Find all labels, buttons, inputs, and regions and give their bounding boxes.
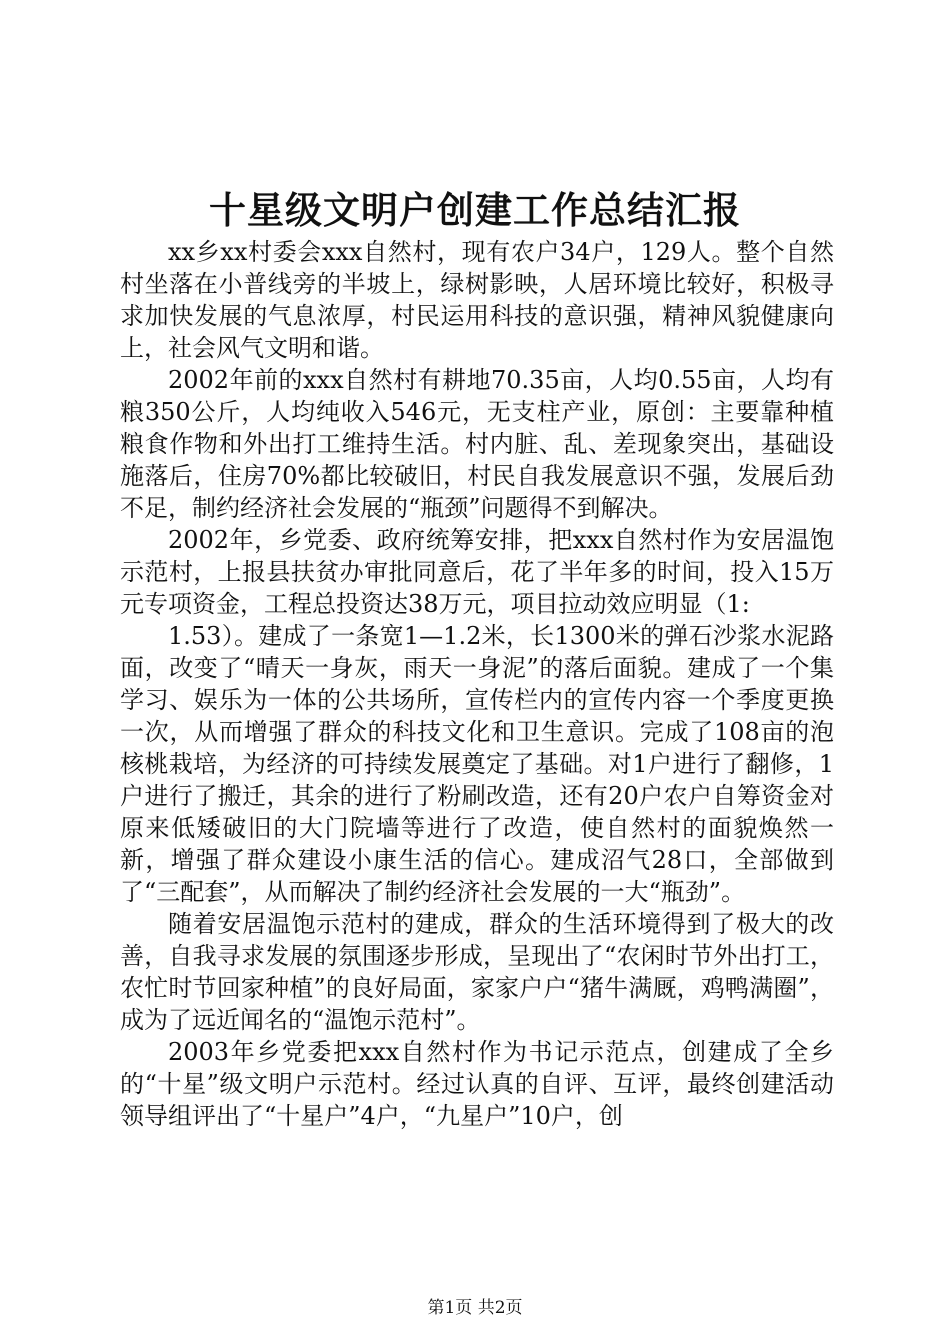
- page-number-footer: 第1页 共2页: [427, 1298, 523, 1318]
- paragraph-2003: 2003年乡党委把xxx自然村作为书记示范点，创建成了全乡的“十星”级文明户示范村。经过认真的自评、互评，最终创建活动领导组评出了“十星户”4户，“九星户”10户，创: [120, 1038, 834, 1130]
- paragraph-intro: xx乡xx村委会xxx自然村，现有农户34户，129人。整个自然村坐落在小普线旁的半坡上，绿树影映，人居环境比较好，积极寻求加快发展的气息浓厚，村民运用科技的意识强，精神风貌健康向上，社会风气文明和谐。: [120, 238, 834, 362]
- document-title: 十星级文明户创建工作总结汇报: [209, 188, 741, 232]
- paragraph-before-2002: 2002年前的xxx自然村有耕地70.35亩，人均0.55亩，人均有粮350公斤，人均纯收入546元，无支柱产业，原创：主要靠种植粮食作物和外出打工维持生活。村内脏、乱、差现象突出，基础设施落后，住房70%都比较破旧，村民自我发展意识不强，发展后劲不足，制约经济社会发展的“瓶颈”问题得不到解决。: [120, 366, 834, 522]
- paragraph-construction: 1.53）。建成了一条宽1—1.2米，长1300米的弹石沙浆水泥路面，改变了“晴天一身灰，雨天一身泥”的落后面貌。建成了一个集学习、娱乐为一体的公共场所，宣传栏内的宣传内容一个季度更换一次，从而增强了群众的科技文化和卫生意识。完成了108亩的泡核桃栽培，为经济的可持续发展奠定了基础。对1户进行了翻修，1户进行了搬迁，其余的进行了粉刷改造，还有20户农户自筹资金对原来低矮破旧的大门院墙等进行了改造，使自然村的面貌焕然一新，增强了群众建设小康生活的信心。建成沼气28口，全部做到了“三配套”，从而解决了制约经济社会发展的一大“瓶劲”。: [120, 622, 834, 906]
- paragraph-2002-plan: 2002年，乡党委、政府统筹安排，把xxx自然村作为安居温饱示范村，上报县扶贫办审批同意后，花了半年多的时间，投入15万元专项资金，工程总投资达38万元，项目拉动效应明显（1:: [120, 526, 834, 618]
- paragraph-improvement: 随着安居温饱示范村的建成，群众的生活环境得到了极大的改善，自我寻求发展的氛围逐步形成，呈现出了“农闲时节外出打工，农忙时节回家种植”的良好局面，家家户户“猪牛满厩，鸡鸭满圈”，成为了远近闻名的“温饱示范村”。: [120, 910, 834, 1034]
- document-body: [120, 236, 834, 1132]
